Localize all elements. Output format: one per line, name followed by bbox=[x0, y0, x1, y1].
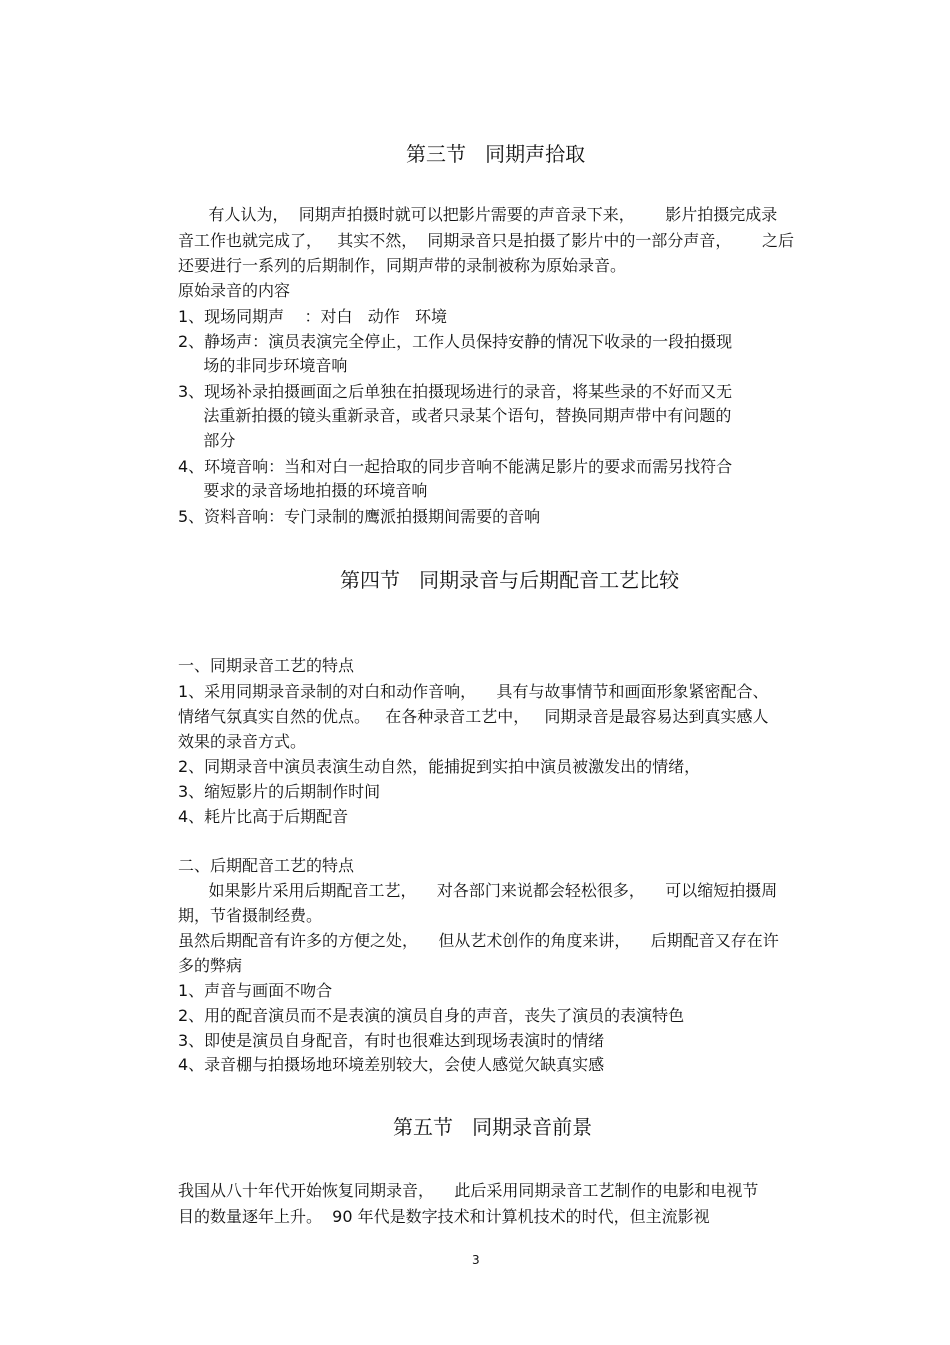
section3-list-item: 5、资料音响：专门录制的鹰派拍摄期间需要的音响 bbox=[178, 507, 541, 526]
section4-part2-line: 1、声音与画面不吻合 bbox=[178, 981, 333, 1000]
section3-intro-line: 还要进行一系列的后期制作，同期声带的录制被称为原始录音。 bbox=[178, 256, 627, 275]
section4-part1-line: 3、缩短影片的后期制作时间 bbox=[178, 782, 381, 801]
section3-list-item: 法重新拍摄的镜头重新录音，或者只录某个语句，替换同期声带中有问题的 bbox=[178, 406, 732, 425]
section5-title: 第五节 同期录音前景 bbox=[393, 1115, 593, 1139]
section4-part2-line: 3、即使是演员自身配音，有时也很难达到现场表演时的情绪 bbox=[178, 1031, 605, 1050]
section3-list-item: 3、现场补录拍摄画面之后单独在拍摄现场进行的录音，将某些录的不好而又无 bbox=[178, 382, 733, 401]
section3-intro-line: 有人认为， 同期声拍摄时就可以把影片需要的声音录下来， 影片拍摄完成录 bbox=[178, 205, 778, 224]
section4-part1-line: 2、同期录音中演员表演生动自然，能捕捉到实拍中演员被激发出的情绪， bbox=[178, 757, 701, 776]
section4-part2-title: 二、后期配音工艺的特点 bbox=[178, 856, 355, 875]
section4-part2-line: 如果影片采用后期配音工艺， 对各部门来说都会轻松很多， 可以缩短拍摄周 bbox=[178, 881, 778, 900]
section3-list-item: 1、现场同期声 ：对白 动作 环境 bbox=[178, 307, 448, 326]
section3-list-item: 2、静场声：演员表演完全停止，工作人员保持安静的情况下收录的一段拍摄现 bbox=[178, 332, 733, 351]
section3-list-item: 部分 bbox=[178, 431, 236, 450]
section3-list-item: 4、环境音响：当和对白一起拾取的同步音响不能满足影片的要求而需另找符合 bbox=[178, 457, 733, 476]
section3-intro-line: 音工作也就完成了， 其实不然， 同期录音只是拍摄了影片中的一部分声音， 之后 bbox=[178, 231, 794, 250]
section3-title: 第三节 同期声拾取 bbox=[406, 142, 586, 166]
section4-part2-line: 多的弊病 bbox=[178, 956, 243, 975]
section5-line: 我国从八十年代开始恢复同期录音， 此后采用同期录音工艺制作的电影和电视节 bbox=[178, 1181, 759, 1200]
section4-part2-line: 虽然后期配音有许多的方便之处， 但从艺术创作的角度来讲， 后期配音又存在许 bbox=[178, 931, 779, 950]
section4-part2-line: 4、录音棚与拍摄场地环境差别较大，会使人感觉欠缺真实感 bbox=[178, 1055, 605, 1074]
section4-part2-line: 2、用的配音演员而不是表演的演员自身的声音，丧失了演员的表演特色 bbox=[178, 1006, 685, 1025]
section4-part1-title: 一、同期录音工艺的特点 bbox=[178, 656, 355, 675]
section4-part2-line: 期，节省摄制经费。 bbox=[178, 906, 323, 925]
section4-part1-line: 情绪气氛真实自然的优点。 在各种录音工艺中， 同期录音是最容易达到真实感人 bbox=[178, 707, 769, 726]
section4-part1-line: 4、耗片比高于后期配音 bbox=[178, 807, 349, 826]
section5-line: 目的数量逐年上升。 90 年代是数字技术和计算机技术的时代，但主流影视 bbox=[178, 1207, 710, 1226]
section3-list-title: 原始录音的内容 bbox=[178, 281, 291, 300]
section3-list-item: 场的非同步环境音响 bbox=[178, 356, 348, 375]
page-number: 3 bbox=[472, 1253, 480, 1267]
section4-title: 第四节 同期录音与后期配音工艺比较 bbox=[340, 568, 680, 592]
section4-part1-line: 1、采用同期录音录制的对白和动作音响， 具有与故事情节和画面形象紧密配合、 bbox=[178, 682, 769, 701]
section3-list-item: 要求的录音场地拍摄的环境音响 bbox=[178, 481, 428, 500]
section4-part1-line: 效果的录音方式。 bbox=[178, 732, 307, 751]
